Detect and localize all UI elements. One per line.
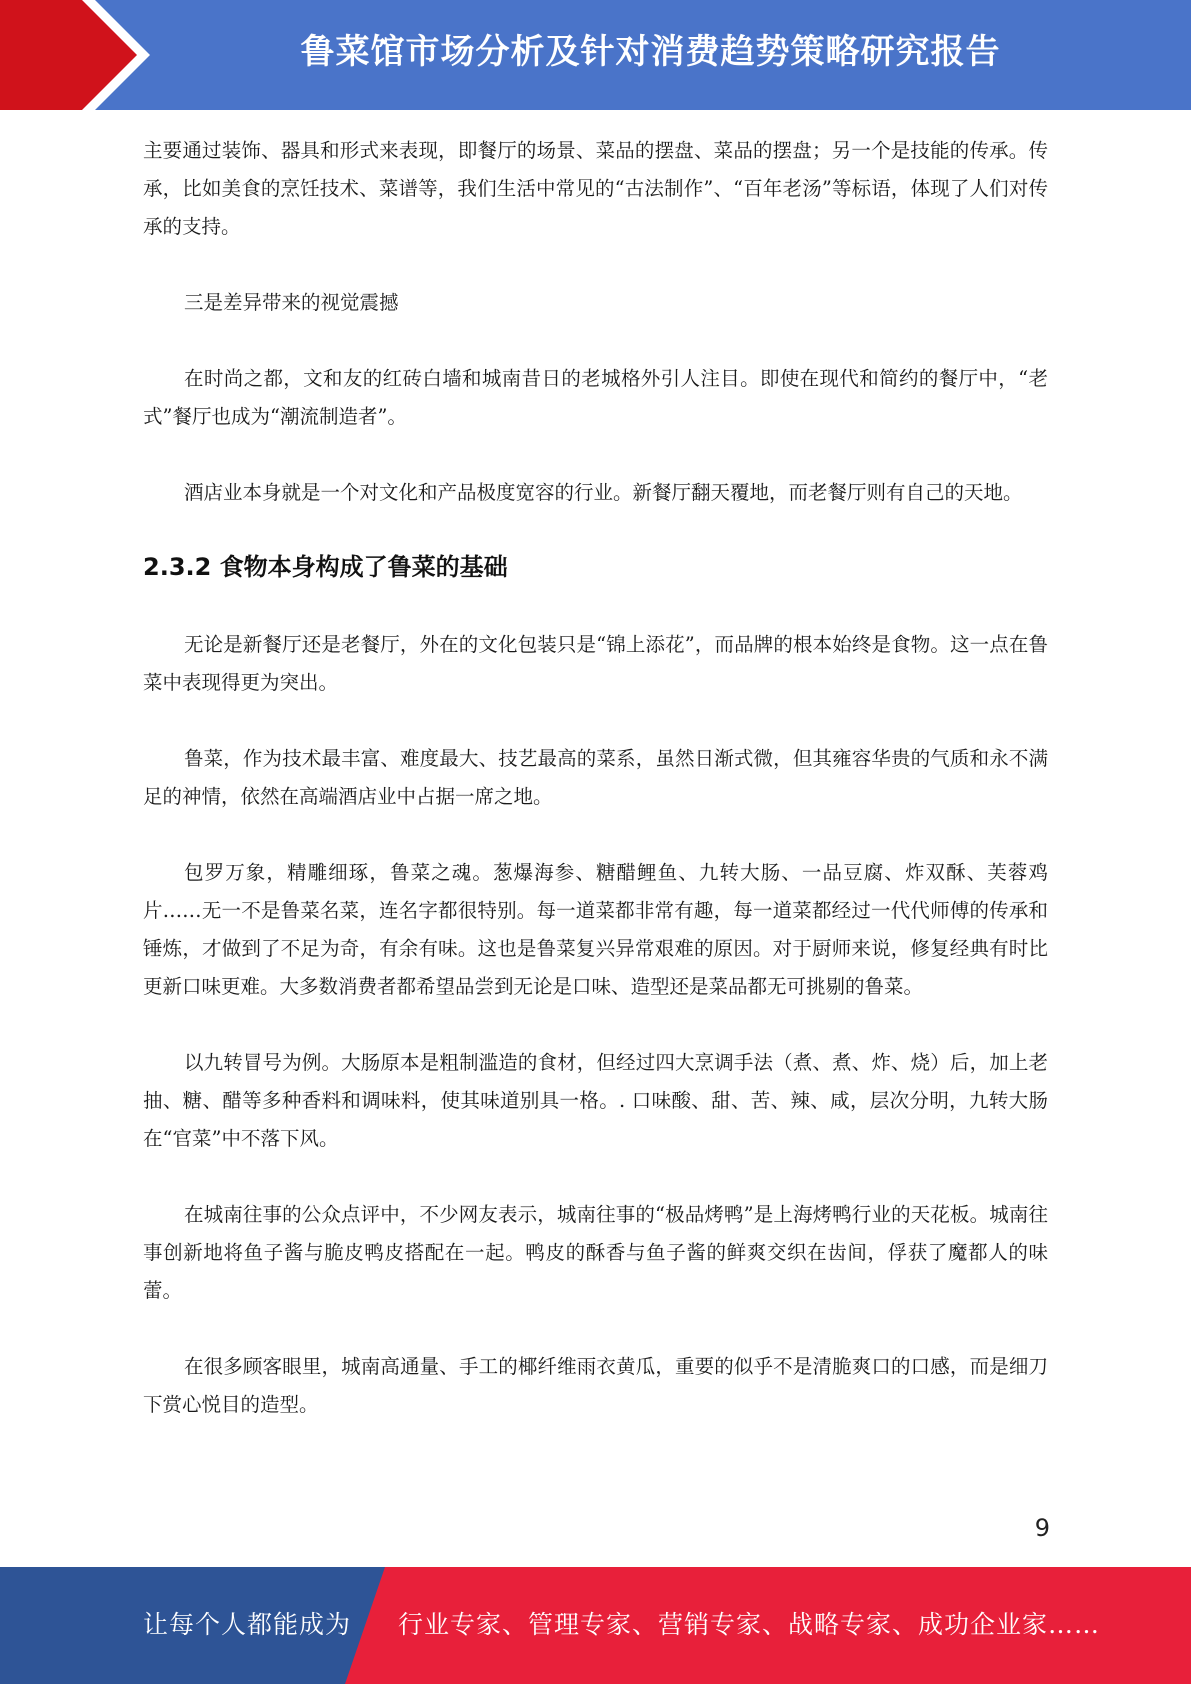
page-footer [0,1567,1191,1684]
page-header [0,0,1191,110]
header-arrow-decoration [0,0,160,110]
paragraph-8: 以九转冒号为例。大肠原本是粗制滥造的食材，但经过四大烹调手法（煮、煮、炸、烧）后，加上老抽、糖、醋等多种香料和调味料，使其味道别具一格。. 口味酸、甜、苦、辣、咸，层次分明，九转大肠在“官菜”中不落下风。 [143,1051,1048,1150]
paragraph-6: 鲁菜，作为技术最丰富、难度最大、技艺最高的菜系，虽然日渐式微，但其雍容华贵的气质和永不满足的神情，依然在高端酒店业中占据一席之地。 [143,747,1048,808]
paragraph-5: 无论是新餐厅还是老餐厅，外在的文化包装只是“锦上添花”，而品牌的根本始终是食物。这一点在鲁菜中表现得更为突出。 [143,633,1048,694]
section-heading: 2.3.2 食物本身构成了鲁菜的基础 [143,553,508,581]
paragraph-1: 主要通过装饰、器具和形式来表现，即餐厅的场景、菜品的摆盘、菜品的摆盘；另一个是技能的传承。传承，比如美食的烹饪技术、菜谱等，我们生活中常见的“古法制作”、“百年老汤”等标语，体现了人们对传承的支持。 [143,139,1048,238]
footer-slogan-right: 行业专家、管理专家、营销专家、战略专家、成功企业家…… [398,1610,1101,1639]
paragraph-9: 在城南往事的公众点评中，不少网友表示，城南往事的“极品烤鸭”是上海烤鸭行业的天花板。城南往事创新地将鱼子酱与脆皮鸭皮搭配在一起。鸭皮的酥香与鱼子酱的鲜爽交织在齿间，俘获了魔都人的味蕾。 [143,1203,1048,1302]
page-number: 9 [1034,1514,1050,1542]
paragraph-7: 包罗万象，精雕细琢，鲁菜之魂。葱爆海参、糖醋鲤鱼、九转大肠、一品豆腐、炸双酥、芙蓉鸡片……无一不是鲁菜名菜，连名字都很特别。每一道菜都非常有趣，每一道菜都经过一代代师傅的传承和锤炼，才做到了不足为奇，有余有味。这也是鲁菜复兴异常艰难的原因。对于厨师来说，修复经典有时比更新口味更难。大多数消费者都希望品尝到无论是口味、造型还是菜品都无可挑剔的鲁菜。 [143,861,1048,998]
report-title: 鲁菜馆市场分析及针对消费趋势策略研究报告 [300,32,1001,72]
paragraph-4: 酒店业本身就是一个对文化和产品极度宽容的行业。新餐厅翻天覆地，而老餐厅则有自己的天地。 [184,481,1023,504]
paragraph-3: 在时尚之都，文和友的红砖白墙和城南昔日的老城格外引人注目。即使在现代和简约的餐厅中，“老式”餐厅也成为“潮流制造者”。 [143,367,1048,428]
paragraph-10: 在很多顾客眼里，城南高通量、手工的椰纤维雨衣黄瓜，重要的似乎不是清脆爽口的口感，而是细刀下赏心悦目的造型。 [143,1355,1048,1416]
paragraph-2: 三是差异带来的视觉震撼 [184,291,399,314]
footer-slogan-left: 让每个人都能成为 [143,1610,352,1639]
main-content [143,132,1048,1424]
